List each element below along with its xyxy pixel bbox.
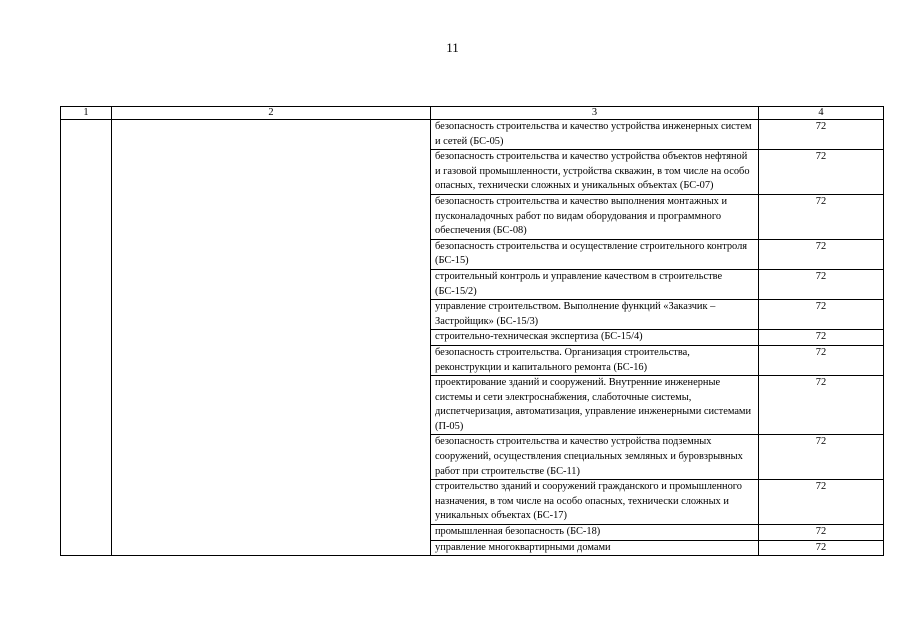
table-header-row: [61, 107, 884, 120]
hours-cell: 72: [759, 150, 884, 195]
course-name-cell: управление строительством. Выполнение функций «Заказчик – Застройщик» (БС-15/3): [431, 300, 759, 330]
hours-cell: 72: [759, 269, 884, 299]
hours-cell: 72: [759, 435, 884, 480]
hours-cell: 72: [759, 120, 884, 150]
course-name-cell: управление многоквартирными домами: [431, 540, 759, 556]
course-name-cell: безопасность строительства. Организация строительства, реконструкции и капитального ремонта (БС-16): [431, 345, 759, 375]
header-col-4: 4: [759, 107, 884, 120]
course-name-cell: безопасность строительства и качество устройства объектов нефтяной и газовой промышленности, устройства скважин, в том числе на особо опасных, технически сложных и уникальных объектах (БС-07): [431, 150, 759, 195]
course-name-cell: безопасность строительства и осуществление строительного контроля (БС-15): [431, 239, 759, 269]
page-number: 11: [446, 40, 459, 55]
hours-cell: 72: [759, 376, 884, 435]
hours-cell: 72: [759, 480, 884, 525]
header-col-1: 1: [61, 107, 112, 120]
col-2-cell: [112, 120, 431, 556]
course-name-cell: строительный контроль и управление качеством в строительстве (БС-15/2): [431, 269, 759, 299]
hours-cell: 72: [759, 540, 884, 556]
course-name-cell: проектирование зданий и сооружений. Внутренние инженерные системы и сети электроснабжения, слаботочные системы, диспетчеризация, автоматизация, управление инженерными системами (П-05): [431, 376, 759, 435]
hours-cell: 72: [759, 345, 884, 375]
hours-cell: 72: [759, 525, 884, 541]
hours-cell: 72: [759, 300, 884, 330]
course-name-cell: строительно-техническая экспертиза (БС-15/4): [431, 330, 759, 346]
hours-cell: 72: [759, 330, 884, 346]
course-name-cell: безопасность строительства и качество устройства инженерных систем и сетей (БС-05): [431, 120, 759, 150]
course-name-cell: промышленная безопасность (БС-18): [431, 525, 759, 541]
header-col-3: 3: [431, 107, 759, 120]
course-name-cell: безопасность строительства и качество выполнения монтажных и пусконаладочных работ по видам оборудования и программного обеспечения (БС-08): [431, 194, 759, 239]
hours-cell: 72: [759, 194, 884, 239]
col-1-cell: [61, 120, 112, 556]
table-row: [61, 120, 884, 150]
header-col-2: 2: [112, 107, 431, 120]
course-name-cell: безопасность строительства и качество устройства подземных сооружений, осуществления специальных земляных и буровзрывных работ при строительстве (БС-11): [431, 435, 759, 480]
course-name-cell: строительство зданий и сооружений гражданского и промышленного назначения, в том числе на особо опасных, технически сложных и уникальных объектах (БС-17): [431, 480, 759, 525]
course-table: [60, 106, 884, 556]
hours-cell: 72: [759, 239, 884, 269]
